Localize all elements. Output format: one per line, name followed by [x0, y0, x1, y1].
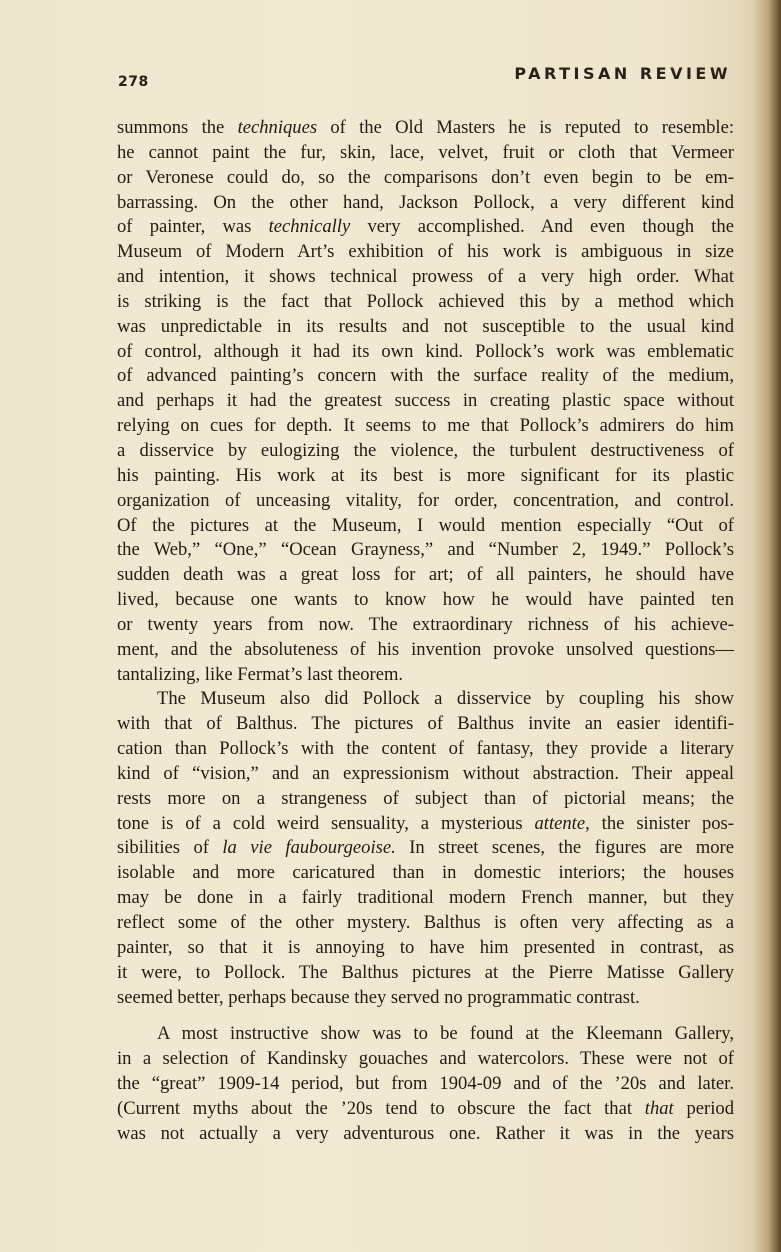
text-line	[117, 514, 734, 539]
text-line	[117, 538, 734, 563]
text-line	[117, 1047, 734, 1072]
text-run: the Web,” “One,” “Ocean Grayness,” and “Number 2, 1949.” Pollock’s	[117, 539, 734, 561]
paragraph-1	[117, 116, 734, 687]
section-gap	[117, 1010, 734, 1022]
text-run: kind of “vision,” and an expressionism without abstraction. Their appeal	[117, 762, 734, 784]
text-line	[117, 936, 734, 961]
italic-run: la vie faubourgeoise.	[222, 837, 396, 859]
text-line	[117, 116, 734, 141]
text-run: Museum of Modern Art’s exhibition of his work is ambiguous in size	[117, 241, 734, 263]
body-text	[117, 116, 734, 1147]
text-line	[117, 638, 734, 663]
text-line	[117, 737, 734, 762]
text-line	[117, 663, 734, 688]
text-run: of control, although it had its own kind. Pollock’s work was emblematic	[117, 340, 734, 362]
text-line	[117, 613, 734, 638]
text-line	[117, 1097, 734, 1122]
text-run: relying on cues for depth. It seems to me that Pollock’s admirers do him	[117, 415, 734, 437]
text-run: period	[673, 1097, 734, 1119]
text-run: was not actually a very adventurous one. Rather it was in the years	[117, 1122, 734, 1144]
text-run: lived, because one wants to know how he would have painted ten	[117, 589, 734, 611]
text-line	[117, 911, 734, 936]
text-line	[117, 812, 734, 837]
text-run: with that of Balthus. The pictures of Balthus invite an easier identifi-	[117, 713, 734, 735]
text-line	[117, 961, 734, 986]
text-run: In street scenes, the figures are more	[395, 837, 734, 859]
text-line	[117, 563, 734, 588]
text-run: (Current myths about the ’20s tend to obscure the fact that	[117, 1097, 645, 1119]
text-run: Of the pictures at the Museum, I would mention especially “Out of	[117, 514, 734, 536]
text-run: isolable and more caricatured than in domestic interiors; the houses	[117, 862, 734, 884]
text-line	[117, 861, 734, 886]
text-run: very accomplished. And even though the	[350, 216, 734, 238]
text-run: tone is of a cold weird sensuality, a mysterious	[117, 812, 535, 834]
page-number: 278	[118, 74, 149, 90]
text-line	[117, 1122, 734, 1147]
text-run: summons the	[117, 117, 238, 138]
text-run: of painter, was	[117, 216, 269, 238]
text-run: painter, so that it is annoying to have him presented in contrast, as	[117, 936, 734, 958]
text-line	[117, 340, 734, 365]
text-run: the “great” 1909-14 period, but from 1904-09 and of the ’20s and later.	[117, 1073, 734, 1095]
running-head: PARTISAN REVIEW	[514, 64, 731, 83]
text-run: and intention, it shows technical prowess of a very high order. What	[117, 266, 734, 288]
text-run: of the Old Masters he is reputed to resemble:	[317, 117, 734, 138]
text-run: The Museum also did Pollock a disservice by coupling his show	[157, 688, 734, 710]
text-run: sudden death was a great loss for art; of all painters, he should have	[117, 564, 734, 586]
text-run: ment, and the absoluteness of his invention provoke unsolved questions—	[117, 638, 734, 660]
text-run: or Veronese could do, so the comparisons don’t even begin to be em-	[117, 166, 734, 188]
text-line	[117, 1022, 734, 1047]
text-line	[117, 986, 734, 1011]
italic-run: attente,	[534, 812, 590, 834]
text-line	[117, 588, 734, 613]
text-run: cation than Pollock’s with the content of fantasy, they provide a literary	[117, 738, 734, 760]
text-run: the sinister pos-	[589, 812, 734, 834]
text-line	[117, 191, 734, 216]
text-run: and perhaps it had the greatest success in creating plastic space without	[117, 390, 734, 412]
paragraph-2	[117, 687, 734, 1010]
italic-run: technically	[268, 216, 351, 238]
text-line	[117, 389, 734, 414]
text-line	[117, 265, 734, 290]
text-line	[117, 215, 734, 240]
text-line	[117, 414, 734, 439]
text-line	[117, 439, 734, 464]
text-line	[117, 1072, 734, 1097]
text-run: seemed better, perhaps because they served no programmatic contrast.	[117, 986, 640, 1008]
text-run: his painting. His work at its best is more significant for its plastic	[117, 464, 734, 486]
text-run: sibilities of	[117, 837, 223, 859]
text-line	[117, 240, 734, 265]
text-run: rests more on a strangeness of subject than of pictorial means; the	[117, 787, 734, 809]
text-run: may be done in a fairly traditional modern French manner, but they	[117, 887, 734, 909]
text-line	[117, 712, 734, 737]
text-run: organization of unceasing vitality, for order, concentration, and control.	[117, 489, 734, 511]
text-line	[117, 886, 734, 911]
text-run: tantalizing, like Fermat’s last theorem.	[117, 663, 404, 685]
italic-run: techniques	[237, 117, 318, 138]
text-run: reflect some of the other mystery. Balthus is often very affecting as a	[117, 912, 734, 933]
text-run: of advanced painting’s concern with the surface reality of the medium,	[117, 365, 734, 387]
text-line	[117, 464, 734, 489]
text-run: barrassing. On the other hand, Jackson Pollock, a very different kind	[117, 191, 734, 213]
text-line	[117, 290, 734, 315]
page-spine-shadow	[753, 0, 781, 1252]
text-run: in a selection of Kandinsky gouaches and watercolors. These were not of	[117, 1048, 734, 1070]
text-run: was unpredictable in its results and not susceptible to the usual kind	[117, 315, 734, 337]
paragraph-3	[117, 1022, 734, 1146]
text-run: he cannot paint the fur, skin, lace, velvet, fruit or cloth that Vermeer	[117, 141, 734, 163]
text-line	[117, 315, 734, 340]
text-line	[117, 687, 734, 712]
text-line	[117, 787, 734, 812]
text-line	[117, 166, 734, 191]
text-line	[117, 364, 734, 389]
text-line	[117, 836, 734, 861]
text-run: a disservice by eulogizing the violence, the turbulent destructiveness of	[117, 439, 734, 461]
text-run: it were, to Pollock. The Balthus pictures at the Pierre Matisse Gallery	[117, 961, 734, 983]
text-line	[117, 141, 734, 166]
text-line	[117, 489, 734, 514]
text-line	[117, 762, 734, 787]
text-run: or twenty years from now. The extraordinary richness of his achieve-	[117, 613, 734, 635]
italic-run: that	[644, 1097, 674, 1119]
text-run: A most instructive show was to be found at the Kleemann Gallery,	[157, 1023, 734, 1045]
text-run: is striking is the fact that Pollock achieved this by a method which	[117, 290, 734, 312]
